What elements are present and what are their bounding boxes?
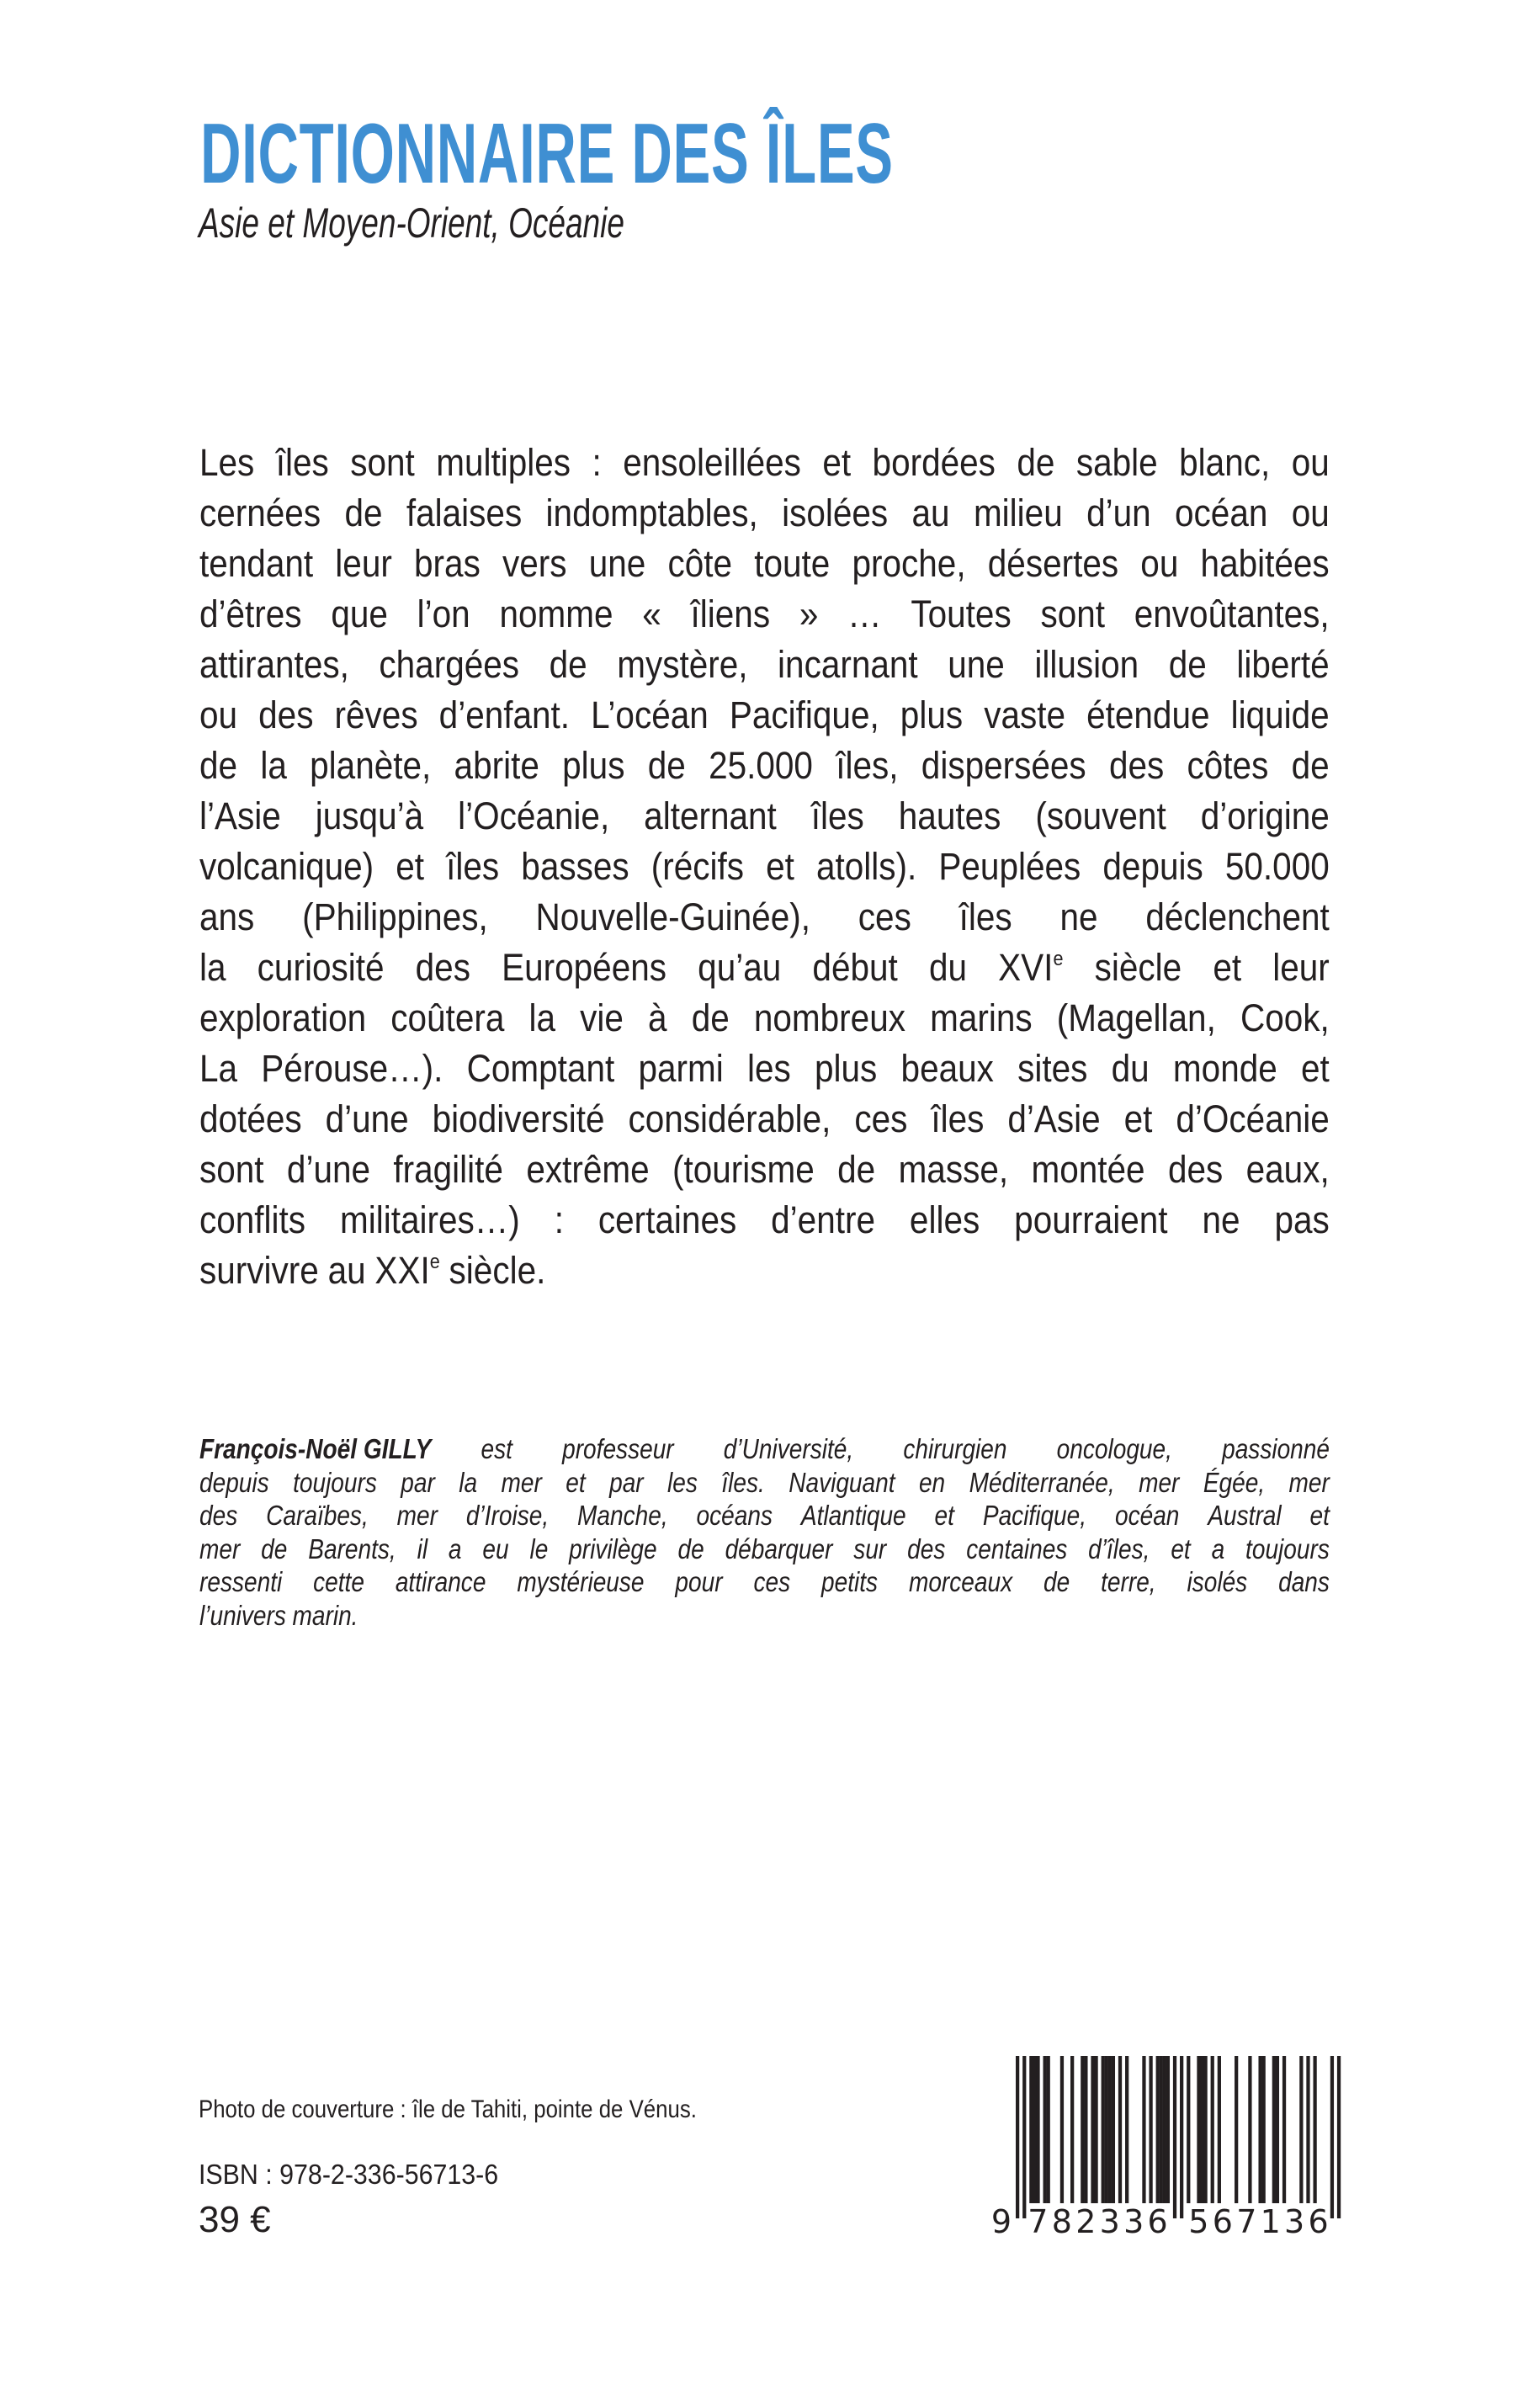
- author-bio-line: depuis toujours par la mer et par les îles. Naviguant en Méditerranée, mer Égée, mer: [199, 1466, 1330, 1498]
- blurb-line: attirantes, chargées de mystère, incarnant une illusion de liberté: [199, 643, 1330, 686]
- blurb-line: la curiosité des Européens qu’au début du XVIe siècle et leur: [199, 946, 1330, 989]
- blurb-line: survivre au XXIe siècle.: [199, 1249, 546, 1292]
- svg-text:2: 2: [1075, 2203, 1097, 2240]
- svg-text:6: 6: [1308, 2203, 1329, 2240]
- blurb-line: d’êtres que l’on nomme « îliens » … Toutes sont envoûtantes,: [199, 592, 1330, 635]
- blurb-line: La Pérouse…). Comptant parmi les plus beaux sites du monde et: [199, 1047, 1330, 1090]
- svg-text:9: 9: [990, 2203, 1012, 2240]
- svg-text:7: 7: [1236, 2203, 1257, 2240]
- blurb-line: sont d’une fragilité extrême (tourisme de masse, montée des eaux,: [199, 1148, 1330, 1191]
- price-label: 39 €: [199, 2199, 271, 2240]
- svg-text:3: 3: [1099, 2203, 1120, 2240]
- svg-text:6: 6: [1212, 2203, 1233, 2240]
- blurb-line: Les îles sont multiples : ensoleillées et bordées de sable blanc, ou: [199, 441, 1330, 484]
- author-bio-line: l’univers marin.: [199, 1599, 358, 1631]
- svg-text:5: 5: [1188, 2203, 1209, 2240]
- book-title: DICTIONNAIRE DES ÎLES: [200, 107, 894, 201]
- book-subtitle: Asie et Moyen-Orient, Océanie: [199, 199, 624, 247]
- blurb-line: de la planète, abrite plus de 25.000 îles, dispersées des côtes de: [199, 744, 1330, 787]
- author-bio-line: ressenti cette attirance mystérieuse pour ces petits morceaux de terre, isolés dans: [199, 1566, 1330, 1597]
- blurb-paragraph: [199, 438, 1330, 1296]
- svg-text:3: 3: [1123, 2203, 1144, 2240]
- svg-text:7: 7: [1028, 2203, 1049, 2240]
- blurb-line: dotées d’une biodiversité considérable, ces îles d’Asie et d’Océanie: [199, 1097, 1330, 1140]
- svg-text:1: 1: [1260, 2203, 1281, 2240]
- isbn-label: ISBN : 978-2-336-56713-6: [199, 2159, 499, 2190]
- blurb-line: exploration coûtera la vie à de nombreux marins (Magellan, Cook,: [199, 996, 1330, 1039]
- svg-text:8: 8: [1051, 2203, 1072, 2240]
- blurb-line: tendant leur bras vers une côte toute proche, désertes ou habitées: [199, 542, 1330, 585]
- author-name: François-Noël GILLY: [199, 1433, 432, 1464]
- blurb-line: volcanique) et îles basses (récifs et atolls). Peuplées depuis 50.000: [199, 845, 1330, 888]
- svg-text:6: 6: [1147, 2203, 1168, 2240]
- blurb-line: ou des rêves d’enfant. L’océan Pacifique, plus vaste étendue liquide: [199, 693, 1330, 736]
- svg-text:3: 3: [1284, 2203, 1305, 2240]
- author-bio-line: François-Noël GILLY est professeur d’Université, chirurgien oncologue, passionné: [199, 1433, 1330, 1464]
- photo-credit: Photo de couverture : île de Tahiti, pointe de Vénus.: [199, 2096, 697, 2123]
- author-bio: [199, 1432, 1330, 1632]
- blurb-line: l’Asie jusqu’à l’Océanie, alternant îles hautes (souvent d’origine: [199, 794, 1330, 837]
- isbn-barcode: [990, 2056, 1343, 2241]
- author-bio-line: mer de Barents, il a eu le privilège de débarquer sur des centaines d’îles, et a toujours: [199, 1532, 1330, 1564]
- blurb-line: cernées de falaises indomptables, isolées au milieu d’un océan ou: [199, 491, 1330, 534]
- blurb-line: conflits militaires…) : certaines d’entre elles pourraient ne pas: [199, 1198, 1330, 1241]
- blurb-line: ans (Philippines, Nouvelle-Guinée), ces îles ne déclenchent: [199, 895, 1330, 938]
- author-bio-line: des Caraïbes, mer d’Iroise, Manche, océans Atlantique et Pacifique, océan Austral et: [199, 1500, 1330, 1531]
